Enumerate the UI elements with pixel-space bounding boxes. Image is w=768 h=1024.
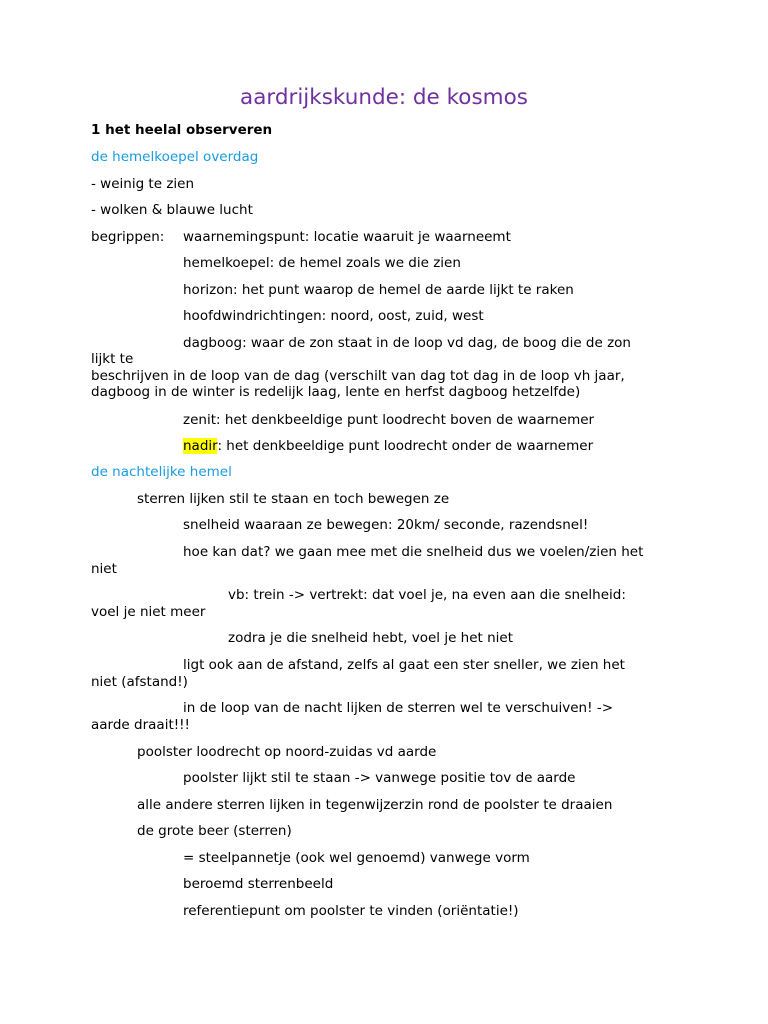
text-line: aarde draait!!!	[91, 717, 190, 733]
document-title: aardrijkskunde: de kosmos	[240, 85, 528, 110]
text-line: hemelkoepel: de hemel zoals we die zien	[183, 255, 461, 271]
text-line: zodra je die snelheid hebt, voel je het niet	[228, 630, 514, 646]
text-line: voel je niet meer	[91, 604, 206, 620]
section-heading: 1 het heelal observeren	[91, 122, 273, 138]
subheading-daytime: de hemelkoepel overdag	[91, 149, 259, 165]
text-line: poolster lijkt stil te staan -> vanwege positie tov de aarde	[183, 770, 576, 786]
text-line: horizon: het punt waarop de hemel de aarde lijkt te raken	[183, 282, 574, 298]
text-line: in de loop van de nacht lijken de sterren wel te verschuiven! ->	[183, 700, 614, 716]
text-line: - wolken & blauwe lucht	[91, 202, 253, 218]
text-line: niet (afstand!)	[91, 674, 188, 690]
text-line: lijkt te	[91, 351, 134, 367]
text-line: = steelpannetje (ook wel genoemd) vanwege vorm	[183, 850, 530, 866]
text-line: alle andere sterren lijken in tegenwijzerzin rond de poolster te draaien	[137, 797, 613, 813]
text-line: niet	[91, 561, 117, 577]
text-line: hoofdwindrichtingen: noord, oost, zuid, west	[183, 308, 484, 324]
text-line: dagboog in de winter is redelijk laag, lente en herfst dagboog hetzelfde)	[91, 384, 581, 400]
text-line	[183, 438, 593, 455]
text-line: vb: trein -> vertrekt: dat voel je, na even aan die snelheid:	[228, 587, 626, 603]
begrippen-label: begrippen:	[91, 229, 165, 245]
text-line: sterren lijken stil te staan en toch bewegen ze	[137, 491, 450, 507]
text-line: zenit: het denkbeeldige punt loodrecht boven de waarnemer	[183, 412, 595, 428]
text-line: poolster loodrecht op noord-zuidas vd aarde	[137, 744, 437, 760]
subheading-night: de nachtelijke hemel	[91, 464, 232, 480]
text-line: beroemd sterrenbeeld	[183, 876, 334, 892]
text-line: waarnemingspunt: locatie waaruit je waarneemt	[183, 229, 511, 245]
text-line: snelheid waaraan ze bewegen: 20km/ seconde, razendsnel!	[183, 517, 589, 533]
text-line: referentiepunt om poolster te vinden (oriëntatie!)	[183, 903, 519, 919]
text-line: hoe kan dat? we gaan mee met die snelheid dus we voelen/zien het	[183, 544, 644, 560]
text-line: beschrijven in de loop van de dag (verschilt van dag tot dag in de loop vh jaar,	[91, 368, 625, 384]
highlighted-term: nadir	[183, 438, 218, 454]
text-line: dagboog: waar de zon staat in de loop vd dag, de boog die de zon	[183, 335, 631, 351]
text-line: de grote beer (sterren)	[137, 823, 292, 839]
text-line: ligt ook aan de afstand, zelfs al gaat een ster sneller, we zien het	[183, 657, 625, 673]
text-line: - weinig te zien	[91, 176, 195, 192]
text-span: : het denkbeeldige punt loodrecht onder de waarnemer	[217, 438, 594, 454]
